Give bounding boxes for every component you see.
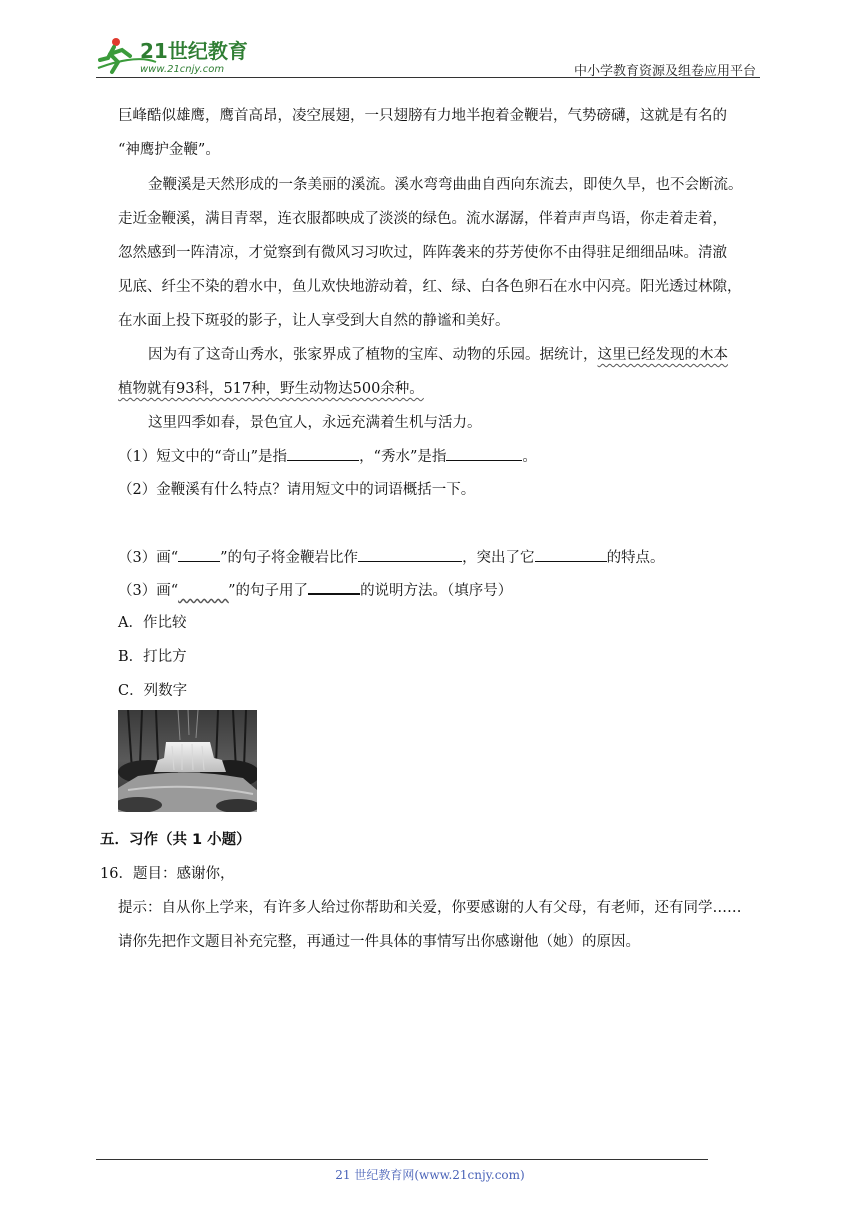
underline-sample bbox=[178, 547, 220, 562]
question-3: （3）画“ ”的句子将金鞭岩比作 ，突出了它 的特点。 bbox=[118, 547, 665, 568]
hint-line: 请你先把作文题目补充完整，再通过一件具体的事情写出你感谢他（她）的原因。 bbox=[118, 934, 640, 950]
answer-blank[interactable] bbox=[308, 579, 360, 595]
wavy-underlined-sentence: 这里已经发现的木本 bbox=[597, 347, 728, 363]
option-c[interactable]: C．列数字 bbox=[118, 683, 188, 699]
page-header bbox=[96, 30, 760, 78]
header-divider bbox=[96, 77, 760, 78]
answer-blank[interactable] bbox=[358, 547, 462, 562]
passage-line: “神鹰护金鞭”。 bbox=[118, 142, 220, 158]
footer-divider bbox=[96, 1159, 708, 1160]
logo-icon bbox=[96, 34, 256, 76]
passage-line: 金鞭溪是天然形成的一条美丽的溪流。溪水弯弯曲曲自西向东流去，即使久旱，也不会断流。 bbox=[148, 177, 743, 193]
wavy-underlined-sentence: 植物就有93科，517种，野生动物达500余种。 bbox=[118, 381, 424, 397]
answer-blank[interactable] bbox=[287, 446, 359, 461]
passage-line: 巨峰酷似雄鹰，鹰首高昂，凌空展翅，一只翅膀有力地半抱着金鞭岩，气势磅礴，这就是有名的 bbox=[118, 108, 727, 124]
footer-text[interactable]: 21 世纪教育网(www.21cnjy.com) bbox=[335, 1168, 525, 1182]
passage-line: 忽然感到一阵清凉，才觉察到有微风习习吹过，阵阵袭来的芬芳使你不由得驻足细细品味。清澈 bbox=[118, 245, 727, 261]
option-b[interactable]: B．打比方 bbox=[118, 649, 187, 665]
wavy-underline-sample: ​ bbox=[178, 583, 229, 599]
passage-line: 见底、纤尘不染的碧水中，鱼儿欢快地游动着，红、绿、白各色卵石在水中闪亮。阳光透过林隙， bbox=[118, 279, 742, 295]
hint-line: 提示：自从你上学来，有许多人给过你帮助和关爱，你要感谢的人有父母，有老师，还有同学…… bbox=[118, 900, 742, 916]
question-1: （1）短文中的“奇山”是指 ，“秀水”是指 。 bbox=[118, 446, 537, 467]
question-16: 16．题目：感谢你， bbox=[100, 866, 235, 882]
waterfall-photo bbox=[118, 710, 257, 812]
passage-line bbox=[118, 379, 424, 399]
logo-url: www.21cnjy.com bbox=[140, 64, 225, 75]
header-platform-text: 中小学教育资源及组卷应用平台 bbox=[573, 64, 756, 79]
question-4: （3）画“​ ”的句子用了 的说明方法。（填序号） bbox=[118, 579, 512, 601]
question-2: （2）金鞭溪有什么特点？请用短文中的词语概括一下。 bbox=[118, 482, 476, 498]
section-title: 五．习作（共 1 小题） bbox=[100, 832, 251, 848]
passage-line: 走近金鞭溪，满目青翠，连衣服都映成了淡淡的绿色。流水潺潺，伴着声声鸟语，你走着走着， bbox=[118, 211, 727, 227]
answer-blank[interactable] bbox=[535, 547, 607, 562]
option-a[interactable]: A．作比较 bbox=[118, 615, 187, 631]
logo-text: 21世纪教育 bbox=[140, 39, 248, 63]
passage-text: 因为有了这奇山秀水，张家界成了植物的宝库、动物的乐园。据统计， bbox=[148, 347, 598, 363]
answer-blank[interactable] bbox=[446, 446, 522, 461]
passage-line bbox=[148, 345, 728, 365]
passage-line: 在水面上投下斑驳的影子，让人享受到大自然的静谧和美好。 bbox=[118, 313, 510, 329]
passage-line: 这里四季如春，景色宜人，永远充满着生机与活力。 bbox=[148, 415, 482, 431]
